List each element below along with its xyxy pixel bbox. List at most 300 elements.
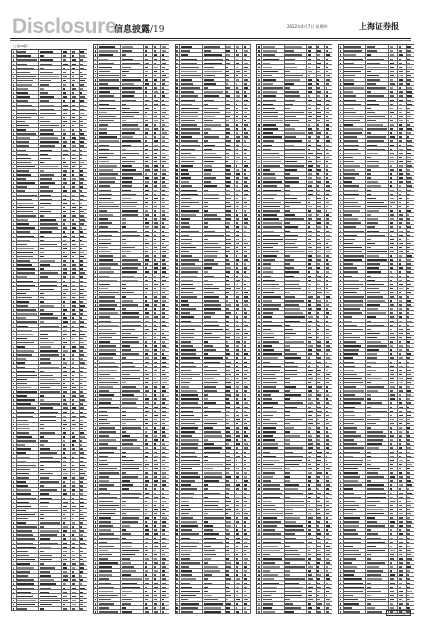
cell-text (122, 505, 126, 507)
cell-text (72, 170, 74, 172)
cell-text (162, 284, 164, 286)
table-cell (153, 561, 161, 564)
cell-text (40, 461, 60, 463)
cell-text (181, 243, 191, 245)
cell-text (181, 161, 194, 163)
cell-text (80, 493, 82, 495)
cell-text (204, 357, 224, 359)
cell-text (122, 243, 126, 245)
cell-text (63, 579, 68, 581)
table-cell (243, 426, 250, 429)
table-cell (17, 435, 40, 438)
cell-text (95, 558, 96, 560)
cell-text (99, 267, 111, 269)
table-cell (39, 169, 62, 172)
table-cell (235, 311, 243, 314)
cell-text (145, 431, 147, 433)
cell-text (176, 104, 177, 106)
cell-text (236, 308, 239, 310)
table-cell (98, 454, 121, 457)
table-cell (98, 557, 121, 560)
cell-text (176, 402, 177, 404)
table-cell (161, 262, 168, 265)
table-cell (144, 512, 153, 515)
table-cell (71, 226, 79, 229)
cell-text (13, 137, 14, 139)
table-cell (153, 409, 161, 412)
cell-text (244, 288, 246, 290)
table-cell (153, 160, 161, 163)
table-cell (153, 381, 161, 384)
table-cell (161, 127, 168, 130)
cell-text (99, 79, 119, 81)
cell-text (162, 402, 165, 404)
table-cell (203, 192, 226, 195)
cell-text (40, 113, 56, 115)
cell-text (244, 243, 248, 245)
table-cell (71, 156, 79, 159)
cell-text (145, 566, 147, 568)
table-cell (226, 254, 235, 257)
table-cell (153, 242, 161, 245)
cell-text (122, 304, 138, 306)
cell-text (154, 402, 156, 404)
cell-text (72, 240, 75, 242)
cell-text (99, 435, 109, 437)
table-cell (80, 590, 87, 593)
cell-text (162, 357, 166, 359)
table-cell (98, 192, 121, 195)
cell-text (244, 112, 247, 114)
table-cell (226, 389, 235, 392)
cell-text (122, 71, 130, 73)
cell-text (244, 329, 246, 331)
page-number: /19 (150, 25, 165, 35)
cell-text (122, 67, 131, 69)
table-cell (39, 509, 62, 512)
table-cell (144, 180, 153, 183)
cell-text (236, 190, 240, 192)
table-cell (62, 136, 71, 139)
cell-text (13, 362, 14, 364)
table-cell (71, 554, 79, 557)
cell-text (63, 407, 68, 409)
table-cell (80, 558, 87, 561)
table-cell (71, 328, 79, 331)
cell-text (145, 329, 149, 331)
cell-text (17, 592, 30, 594)
cell-text (154, 386, 157, 388)
table-cell (226, 160, 235, 163)
table-cell (203, 106, 226, 109)
cell-text (226, 374, 231, 376)
table-cell (80, 251, 87, 254)
table-cell (144, 213, 153, 216)
cell-text (40, 350, 58, 352)
cell-text (80, 538, 83, 540)
table-cell (235, 106, 243, 109)
cell-text (244, 443, 248, 445)
cell-text (17, 285, 35, 287)
cell-text (99, 378, 115, 380)
cell-text (99, 419, 107, 421)
table-cell (121, 504, 144, 507)
table-cell (98, 327, 121, 330)
cell-text (95, 67, 96, 69)
cell-text (244, 300, 248, 302)
cell-text (154, 50, 156, 52)
cell-text (176, 276, 177, 278)
cell-text (80, 350, 82, 352)
cell-text (72, 313, 75, 315)
table-cell (98, 213, 121, 216)
cell-text (72, 481, 75, 483)
cell-text (99, 304, 117, 306)
cell-text (13, 567, 14, 569)
table-cell (17, 369, 40, 372)
table-cell (226, 430, 235, 433)
table-cell (153, 327, 161, 330)
table-cell (121, 557, 144, 560)
cell-text (154, 169, 158, 171)
cell-text (181, 149, 195, 151)
table-cell (39, 197, 62, 200)
table-cell (226, 242, 235, 245)
cell-text (154, 259, 156, 261)
cell-text (162, 505, 164, 507)
table-cell (226, 340, 235, 343)
table-cell (161, 520, 168, 523)
table-cell (17, 148, 40, 151)
table-cell (17, 107, 40, 110)
cell-text (154, 312, 157, 314)
cell-text (236, 177, 239, 179)
table-cell (39, 218, 62, 221)
cell-text (13, 170, 14, 172)
cell-text (80, 399, 84, 401)
cell-text (145, 300, 148, 302)
table-cell (235, 246, 243, 249)
table-cell (144, 540, 153, 543)
cell-text (154, 509, 158, 511)
table-cell (161, 254, 168, 257)
table-cell (17, 484, 40, 487)
table-cell (243, 229, 250, 232)
table-cell (235, 102, 243, 105)
disclosure-columns (11, 44, 410, 614)
cell-text (236, 321, 239, 323)
cell-text (13, 186, 14, 188)
cell-text (154, 149, 158, 151)
table-cell (226, 422, 235, 425)
table-cell (243, 143, 250, 146)
cell-text (162, 374, 166, 376)
cell-text (63, 469, 66, 471)
table-cell (203, 385, 226, 388)
cell-text (72, 321, 76, 323)
table-cell (71, 107, 79, 110)
cell-text (17, 583, 33, 585)
table-cell (243, 270, 250, 273)
table-cell (80, 332, 87, 335)
cell-text (99, 202, 114, 204)
cell-text (13, 59, 14, 61)
table-cell (235, 61, 243, 64)
table-cell (161, 487, 168, 490)
cell-text (40, 477, 49, 479)
cell-text (80, 309, 83, 311)
cell-text (181, 284, 193, 286)
table-cell (71, 292, 79, 295)
cell-text (154, 505, 157, 507)
table-cell (80, 132, 87, 135)
table-cell (235, 348, 243, 351)
cell-text (99, 185, 110, 187)
table-cell (121, 413, 144, 416)
table-cell (121, 180, 144, 183)
cell-text (80, 461, 83, 463)
cell-text (95, 394, 96, 396)
cell-text (236, 169, 240, 171)
cell-text (145, 218, 148, 220)
table-cell (235, 287, 243, 290)
cell-text (99, 321, 111, 323)
table-cell (17, 271, 40, 274)
table-cell (235, 315, 243, 318)
cell-text (181, 300, 188, 302)
cell-text (72, 518, 74, 520)
cell-text (80, 125, 83, 127)
cell-text (162, 83, 165, 85)
cell-text (72, 583, 75, 585)
cell-text (176, 427, 177, 429)
cell-text (162, 550, 164, 552)
cell-text (226, 407, 229, 409)
table-cell (121, 213, 144, 216)
cell-text (181, 263, 195, 265)
table-cell (153, 598, 161, 601)
cell-text (236, 419, 240, 421)
cell-text (80, 592, 83, 594)
cell-text (154, 132, 156, 134)
cell-text (236, 87, 238, 89)
table-cell (226, 213, 235, 216)
cell-text (63, 55, 66, 57)
cell-text (63, 186, 65, 188)
disclosure-logo: Disclosure (12, 15, 117, 38)
table-cell (121, 332, 144, 335)
cell-text (226, 243, 231, 245)
cell-text (244, 353, 248, 355)
table-cell (144, 176, 153, 179)
cell-text (236, 325, 239, 327)
table-cell (39, 263, 62, 266)
cell-text (226, 263, 230, 265)
table-cell (180, 450, 203, 453)
table-cell (39, 58, 62, 61)
table-cell (121, 143, 144, 146)
cell-text (176, 46, 177, 48)
cell-text (162, 304, 165, 306)
cell-text (80, 559, 83, 561)
cell-text (13, 105, 14, 107)
cell-text (154, 378, 156, 380)
table-cell (98, 544, 121, 547)
cell-text (226, 50, 230, 52)
cell-text (226, 460, 230, 462)
cell-text (63, 371, 67, 373)
cell-text (145, 574, 148, 576)
table-cell (226, 106, 235, 109)
cell-text (40, 440, 48, 442)
cell-text (63, 583, 66, 585)
table-cell (17, 488, 40, 491)
table-cell (62, 234, 71, 237)
table-cell (80, 599, 87, 602)
cell-text (72, 285, 75, 287)
cell-text (145, 251, 148, 253)
cell-text (154, 456, 158, 458)
cell-text (13, 407, 14, 409)
table-cell (243, 74, 250, 77)
table-cell (203, 295, 226, 298)
cell-text (236, 456, 240, 458)
cell-text (226, 198, 230, 200)
table-cell (203, 319, 226, 322)
cell-text (72, 326, 74, 328)
table-cell (203, 151, 226, 154)
cell-text (236, 362, 239, 364)
table-cell (144, 201, 153, 204)
cell-text (99, 181, 115, 183)
cell-text (95, 87, 96, 89)
cell-text (162, 341, 164, 343)
table-cell (98, 504, 121, 507)
cell-text (17, 248, 34, 250)
table-cell (235, 127, 243, 130)
cell-text (72, 452, 76, 454)
table-cell (39, 54, 62, 57)
table-cell (39, 111, 62, 114)
cell-text (99, 550, 108, 552)
table-cell (161, 450, 168, 453)
table-cell (180, 143, 203, 146)
cell-text (80, 338, 82, 340)
cell-text (63, 141, 67, 143)
cell-text (176, 87, 177, 89)
table-cell (121, 311, 144, 314)
cell-text (181, 362, 194, 364)
table-cell (80, 275, 87, 278)
cell-text (145, 149, 148, 151)
cell-text (236, 231, 240, 233)
table-cell (161, 348, 168, 351)
cell-text (40, 596, 57, 598)
cell-text (99, 284, 110, 286)
cell-text (122, 300, 133, 302)
cell-text (244, 464, 246, 466)
table-cell (161, 512, 168, 515)
table-cell (144, 528, 153, 531)
cell-text (63, 84, 66, 86)
cell-text (226, 210, 230, 212)
table-cell (80, 136, 87, 139)
table-cell (226, 307, 235, 310)
cell-text (145, 533, 149, 535)
table-cell (98, 610, 121, 613)
table-cell (98, 180, 121, 183)
table-cell (98, 352, 121, 355)
table-cell (180, 213, 203, 216)
cell-text (17, 166, 35, 168)
cell-text (17, 514, 35, 516)
table-cell (180, 426, 203, 429)
table-cell (71, 165, 79, 168)
table-cell (62, 292, 71, 295)
cell-text (63, 170, 67, 172)
cell-text (145, 468, 148, 470)
table-cell (203, 373, 226, 376)
cell-text (226, 419, 230, 421)
table-cell (17, 332, 40, 335)
cell-text (95, 128, 96, 130)
cell-text (176, 312, 177, 314)
table-cell (80, 492, 87, 495)
table-cell (62, 251, 71, 254)
table-cell (153, 184, 161, 187)
table-cell (39, 132, 62, 135)
table-cell (153, 549, 161, 552)
table-cell (62, 320, 71, 323)
table-cell (180, 463, 203, 466)
table-cell (144, 385, 153, 388)
table-cell (153, 278, 161, 281)
table-cell (203, 368, 226, 371)
cell-text (95, 153, 96, 155)
cell-text (95, 190, 96, 192)
table-cell (243, 368, 250, 371)
cell-text (13, 158, 14, 160)
table-cell (144, 221, 153, 224)
table-cell (17, 525, 40, 528)
table-cell (243, 65, 250, 68)
table-cell (203, 225, 226, 228)
cell-text (13, 92, 14, 94)
cell-text (17, 412, 34, 414)
table-cell (121, 123, 144, 126)
cell-text (145, 190, 149, 192)
cell-text (162, 202, 164, 204)
table-cell (121, 233, 144, 236)
cell-text (176, 431, 177, 433)
table-cell (98, 585, 121, 588)
cell-text (17, 227, 35, 229)
table-cell (39, 504, 62, 507)
table-cell (121, 528, 144, 531)
cell-text (17, 526, 37, 528)
table-cell (235, 188, 243, 191)
table-cell (121, 573, 144, 576)
table-cell (203, 196, 226, 199)
cell-text (236, 345, 240, 347)
cell-text (122, 337, 138, 339)
table-cell (62, 545, 71, 548)
cell-text (145, 165, 149, 167)
table-cell (121, 397, 144, 400)
table-cell (71, 537, 79, 540)
cell-text (63, 436, 65, 438)
cell-text (72, 407, 76, 409)
